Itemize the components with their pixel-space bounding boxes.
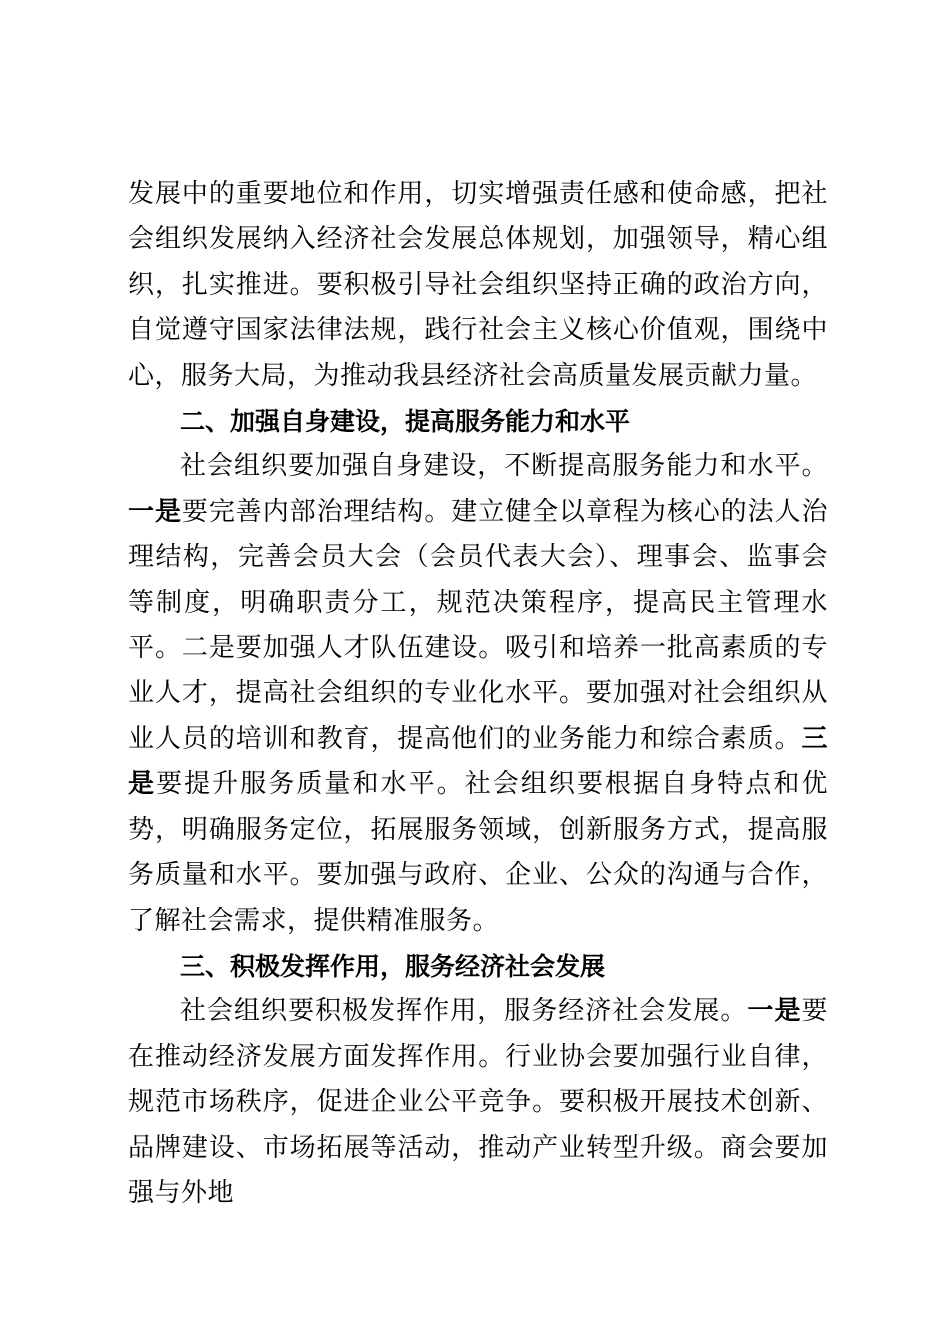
paragraph-text: 发展中的重要地位和作用，切实增强责任感和使命感，把社会组织发展纳入经济社会发展总体规划，加强领导，精心组织，扎实推进。要积极引导社会组织坚持正确的政治方向，自觉遵守国家法律法规，践行社会主义核心价值观，围绕中心，服务大局，为推动我县经济社会高质量发展贡献力量。	[128, 179, 828, 391]
emphasis-marker-first: 一是	[747, 996, 802, 1027]
paragraph-text: 要在推动经济发展方面发挥作用。行业协会要加强行业自律，规范市场秩序，促进企业公平竞争。要积极开展技术创新、品牌建设、市场拓展等活动，推动产业转型升级。商会要加强与外地	[128, 996, 828, 1208]
paragraph-text: 要完善内部治理结构。建立健全以章程为核心的法人治理结构，完善会员大会（会员代表大会）、理事会、监事会等制度，明确职责分工，规范决策程序，提高民主管理水平。二是要加强人才队伍建设。吸引和培养一批高素质的专业人才，提高社会组织的专业化水平。要加强对社会组织从业人员的培训和教育，提高他们的业务能力和综合素质。	[128, 496, 828, 754]
paragraph-intro: 社会组织要积极发挥作用，服务经济社会发展。	[180, 996, 748, 1027]
paragraph-section-2	[128, 444, 828, 943]
section-heading-2: 二、加强自身建设，提高服务能力和水平	[180, 407, 631, 437]
section-heading-3: 三、积极发挥作用，服务经济社会发展	[180, 951, 606, 981]
emphasis-marker-third: 三是	[128, 723, 828, 800]
paragraph-intro: 社会组织要加强自身建设，不断提高服务能力和水平。	[180, 451, 828, 482]
emphasis-marker-first: 一是	[128, 496, 182, 527]
paragraph-section-3	[128, 989, 828, 1216]
paragraph-continuation	[128, 172, 828, 399]
document-body	[128, 172, 828, 1216]
paragraph-text: 要提升服务质量和水平。社会组织要根据自身特点和优势，明确服务定位，拓展服务领域，创新服务方式，提高服务质量和水平。要加强与政府、企业、公众的沟通与合作，了解社会需求，提供精准服务。	[128, 769, 828, 936]
